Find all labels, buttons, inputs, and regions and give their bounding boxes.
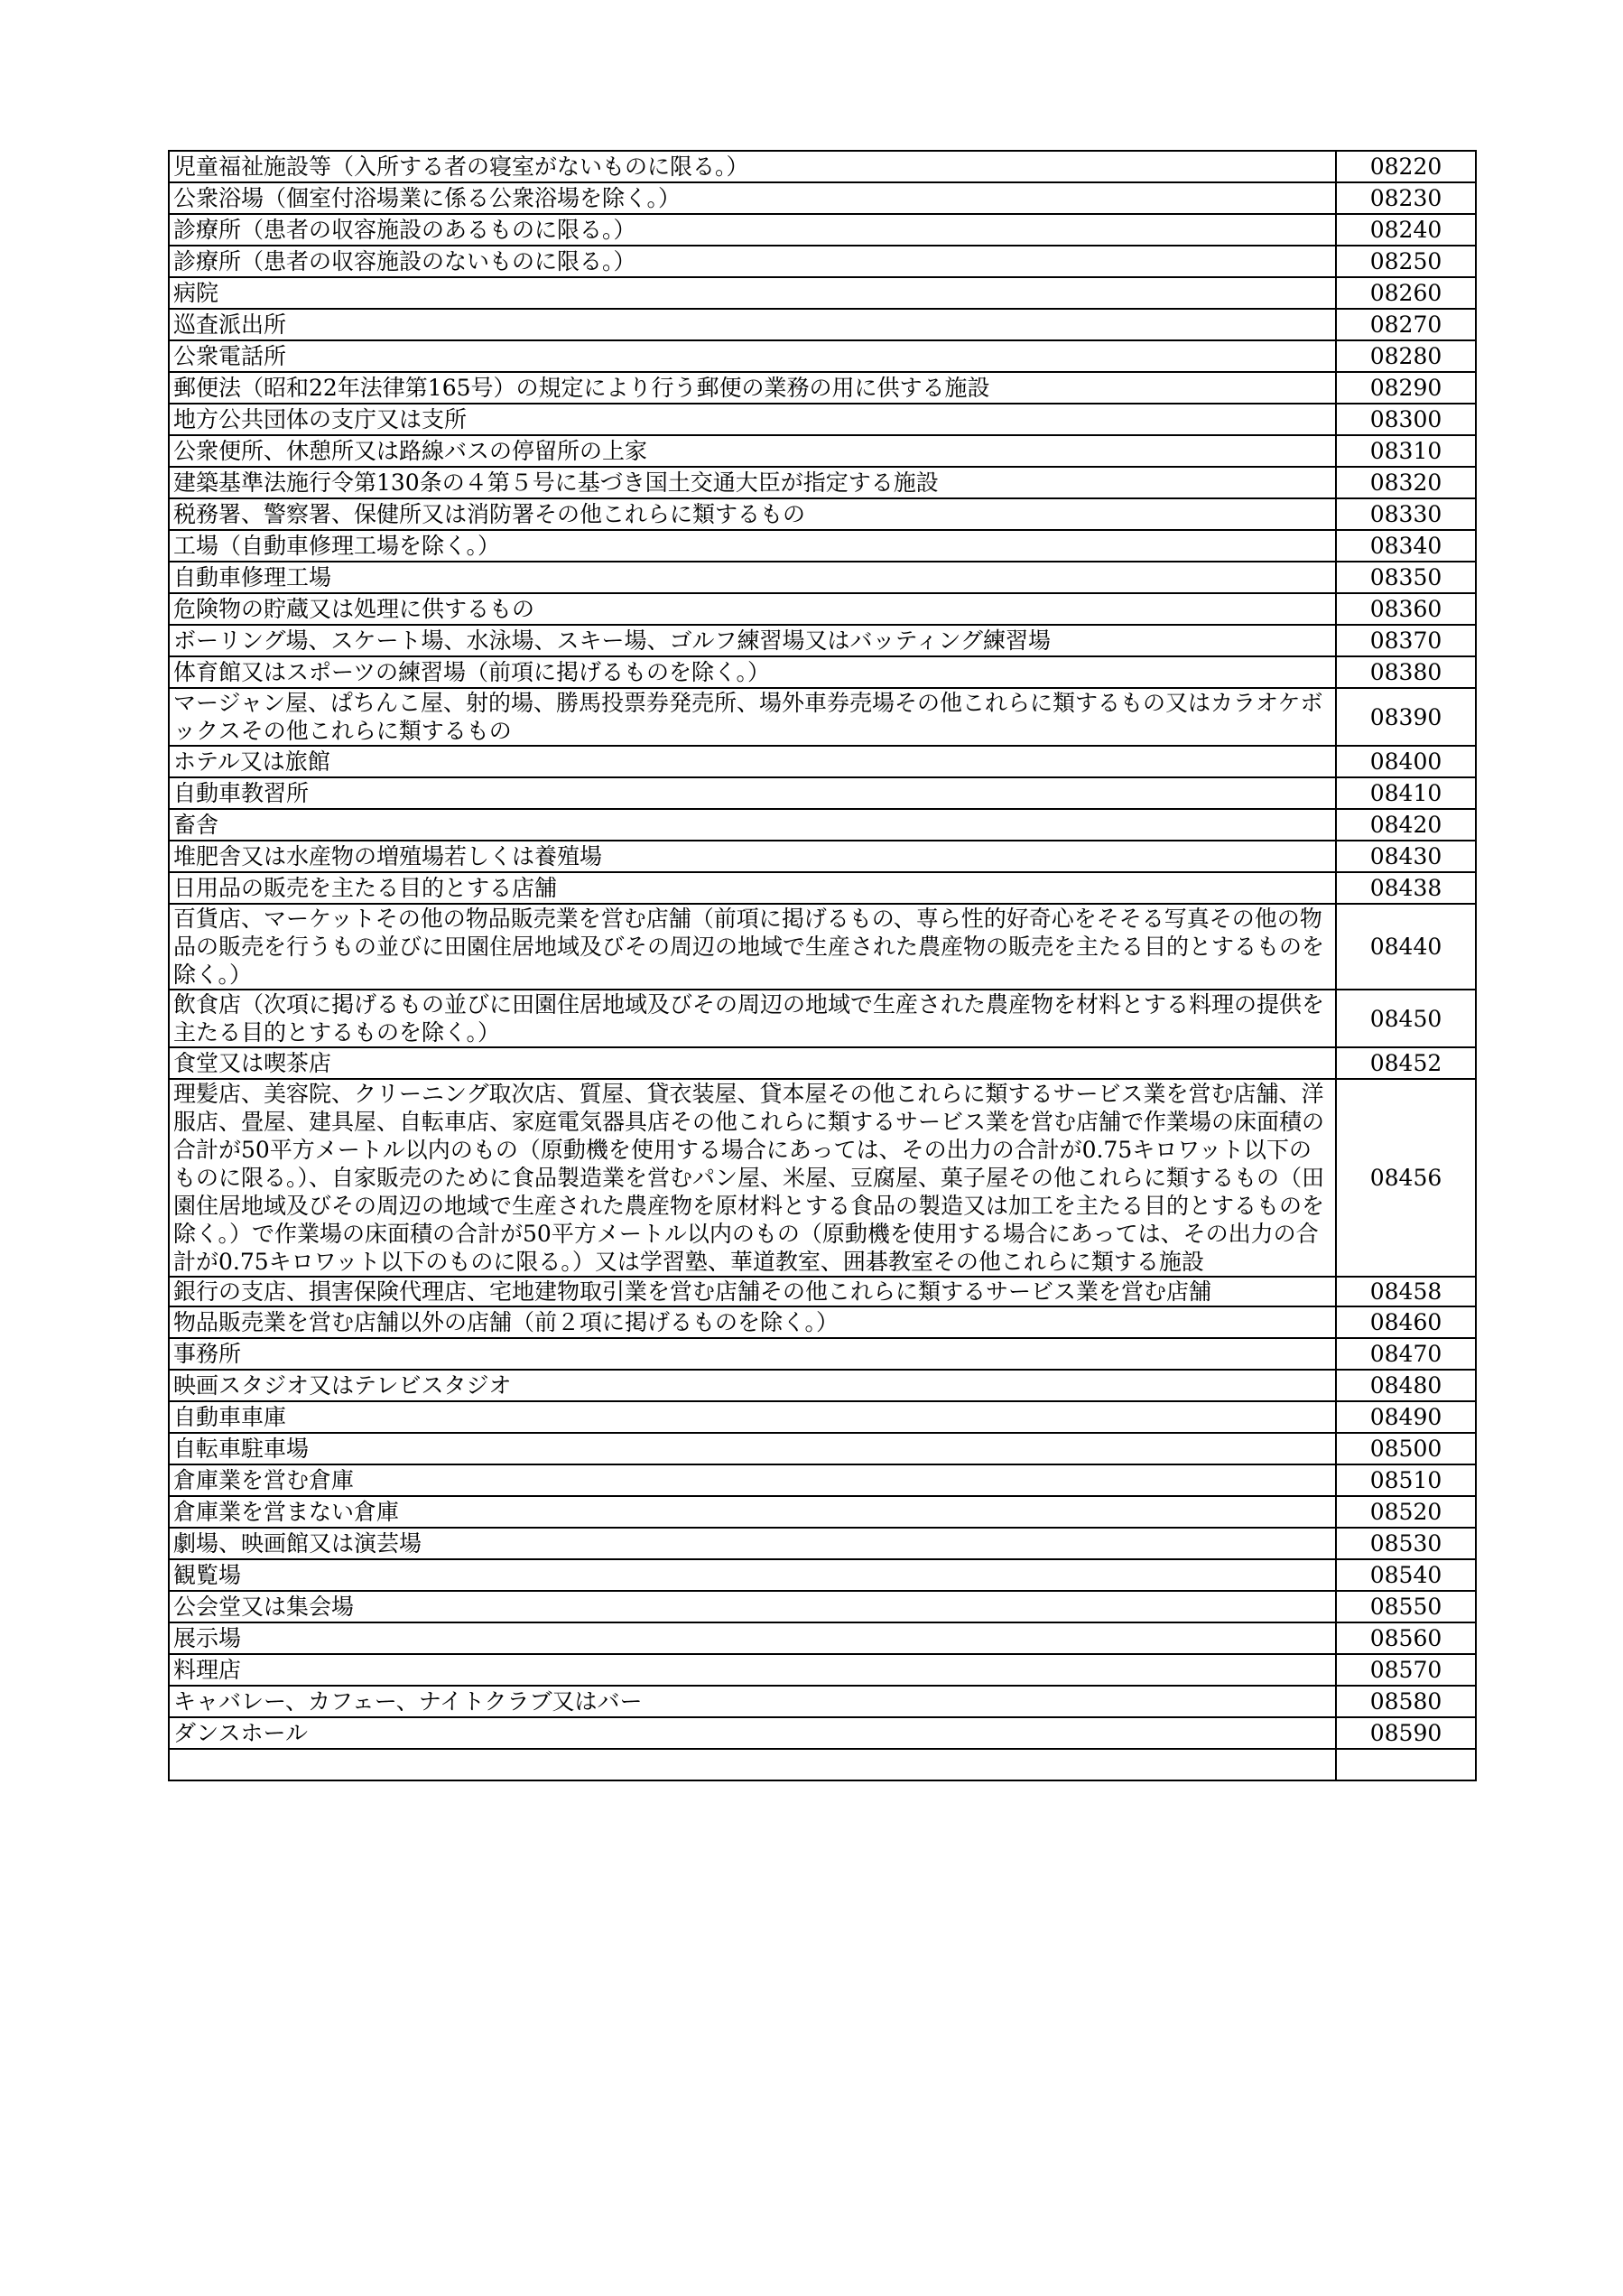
use-code-cell: 08470 (1336, 1338, 1476, 1370)
use-code-cell: 08570 (1336, 1654, 1476, 1686)
use-name-cell: 倉庫業を営む倉庫 (169, 1464, 1336, 1496)
use-code-cell: 08410 (1336, 777, 1476, 809)
table-row (169, 625, 1476, 656)
table-row (169, 1528, 1476, 1559)
use-name-cell: 体育館又はスポーツの練習場（前項に掲げるものを除く。） (169, 656, 1336, 688)
use-name-cell: 税務署、警察署、保健所又は消防署その他これらに類するもの (169, 498, 1336, 530)
use-code-cell: 08220 (1336, 151, 1476, 182)
use-code-cell: 08270 (1336, 309, 1476, 340)
use-name-cell: 公会堂又は集会場 (169, 1591, 1336, 1622)
table-row (169, 1654, 1476, 1686)
table-row (169, 1464, 1476, 1496)
use-name-cell: 公衆浴場（個室付浴場業に係る公衆浴場を除く。） (169, 182, 1336, 214)
use-name-cell: 百貨店、マーケットその他の物品販売業を営む店舗（前項に掲げるもの、専ら性的好奇心をそそる写真その他の物品の販売を行うもの並びに田園住居地域及びその周辺の地域で生産された農産物の販売を主たる目的とするものを除く。） (169, 904, 1336, 990)
use-code-cell: 08480 (1336, 1370, 1476, 1401)
use-code-cell: 08310 (1336, 435, 1476, 467)
use-code-cell: 08280 (1336, 340, 1476, 372)
table-row (169, 746, 1476, 777)
use-code-cell: 08456 (1336, 1079, 1476, 1277)
use-name-cell: 地方公共団体の支庁又は支所 (169, 404, 1336, 435)
use-code-cell: 08438 (1336, 872, 1476, 904)
use-code-cell: 08390 (1336, 688, 1476, 746)
table-row (169, 530, 1476, 562)
use-name-cell: 巡査派出所 (169, 309, 1336, 340)
use-name-cell: 物品販売業を営む店舗以外の店舗（前２項に掲げるものを除く。） (169, 1306, 1336, 1338)
use-name-cell: 料理店 (169, 1654, 1336, 1686)
table-row (169, 1433, 1476, 1464)
table-row (169, 777, 1476, 809)
use-name-cell: 児童福祉施設等（入所する者の寝室がないものに限る。） (169, 151, 1336, 182)
use-name-cell: 銀行の支店、損害保険代理店、宅地建物取引業を営む店舗その他これらに類するサービス業を営む店舗 (169, 1277, 1336, 1306)
use-name-cell: 飲食店（次項に掲げるもの並びに田園住居地域及びその周辺の地域で生産された農産物を材料とする料理の提供を主たる目的とするものを除く。） (169, 990, 1336, 1047)
use-name-cell: 危険物の貯蔵又は処理に供するもの (169, 593, 1336, 625)
table-row (169, 182, 1476, 214)
use-code-cell: 08380 (1336, 656, 1476, 688)
table-row (169, 309, 1476, 340)
use-code-cell: 08290 (1336, 372, 1476, 404)
use-code-cell: 08520 (1336, 1496, 1476, 1528)
use-name-cell: 展示場 (169, 1622, 1336, 1654)
use-name-cell: ダンスホール (169, 1717, 1336, 1749)
use-name-cell: 自転車駐車場 (169, 1433, 1336, 1464)
use-code-cell: 08230 (1336, 182, 1476, 214)
table-row (169, 1370, 1476, 1401)
use-name-cell: 建築基準法施行令第130条の４第５号に基づき国土交通大臣が指定する施設 (169, 467, 1336, 498)
table-row (169, 277, 1476, 309)
table-row (169, 1401, 1476, 1433)
use-code-cell: 08580 (1336, 1686, 1476, 1717)
use-name-cell: 自動車車庫 (169, 1401, 1336, 1433)
table-row (169, 1047, 1476, 1079)
use-name-cell: 工場（自動車修理工場を除く。） (169, 530, 1336, 562)
table-row (169, 809, 1476, 841)
use-code-cell: 08300 (1336, 404, 1476, 435)
table-row (169, 1686, 1476, 1717)
use-code-cell: 08550 (1336, 1591, 1476, 1622)
table-row (169, 498, 1476, 530)
use-name-cell (169, 1749, 1336, 1780)
use-name-cell: 自動車修理工場 (169, 562, 1336, 593)
table-row (169, 1559, 1476, 1591)
table-row (169, 214, 1476, 246)
use-name-cell: 劇場、映画館又は演芸場 (169, 1528, 1336, 1559)
table-row (169, 435, 1476, 467)
use-name-cell: マージャン屋、ぱちんこ屋、射的場、勝馬投票券発売所、場外車券売場その他これらに類するもの又はカラオケボックスその他これらに類するもの (169, 688, 1336, 746)
use-name-cell: 観覧場 (169, 1559, 1336, 1591)
use-name-cell: ボーリング場、スケート場、水泳場、スキー場、ゴルフ練習場又はバッティング練習場 (169, 625, 1336, 656)
use-name-cell: 診療所（患者の収容施設のあるものに限る。） (169, 214, 1336, 246)
use-code-cell: 08530 (1336, 1528, 1476, 1559)
use-code-cell: 08452 (1336, 1047, 1476, 1079)
use-code-cell: 08510 (1336, 1464, 1476, 1496)
use-code-cell: 08240 (1336, 214, 1476, 246)
table-row (169, 404, 1476, 435)
use-code-cell: 08590 (1336, 1717, 1476, 1749)
table-row (169, 340, 1476, 372)
use-code-cell: 08370 (1336, 625, 1476, 656)
use-name-cell: 病院 (169, 277, 1336, 309)
building-use-code-table (168, 150, 1477, 1781)
table-row (169, 1591, 1476, 1622)
use-code-cell (1336, 1749, 1476, 1780)
table-body (169, 151, 1476, 1780)
use-name-cell: 映画スタジオ又はテレビスタジオ (169, 1370, 1336, 1401)
use-code-cell: 08420 (1336, 809, 1476, 841)
use-name-cell: 理髪店、美容院、クリーニング取次店、質屋、貸衣装屋、貸本屋その他これらに類するサービス業を営む店舗、洋服店、畳屋、建具屋、自転車店、家庭電気器具店その他これらに類するサービス業を営む店舗で作業場の床面積の合計が50平方メートル以内のもの（原動機を使用する場合にあっては、その出力の合計が0.75キロワット以下のものに限る。）、自家販売のために食品製造業を営むパン屋、米屋、豆腐屋、菓子屋その他これらに類するもの（田園住居地域及びその周辺の地域で生産された農産物を原材料とする食品の製造又は加工を主たる目的とするものを除く。）で作業場の床面積の合計が50平方メートル以内のもの（原動機を使用する場合にあっては、その出力の合計が0.75キロワット以下のものに限る。）又は学習塾、華道教室、囲碁教室その他これらに類する施設 (169, 1079, 1336, 1277)
use-code-cell: 08450 (1336, 990, 1476, 1047)
use-code-cell: 08340 (1336, 530, 1476, 562)
use-name-cell: 日用品の販売を主たる目的とする店舗 (169, 872, 1336, 904)
use-code-cell: 08460 (1336, 1306, 1476, 1338)
use-code-cell: 08330 (1336, 498, 1476, 530)
use-name-cell: 事務所 (169, 1338, 1336, 1370)
table-row (169, 467, 1476, 498)
table-row (169, 1338, 1476, 1370)
use-code-cell: 08440 (1336, 904, 1476, 990)
table-row (169, 1496, 1476, 1528)
table-row (169, 372, 1476, 404)
table-row (169, 593, 1476, 625)
use-name-cell: 畜舎 (169, 809, 1336, 841)
use-name-cell: 郵便法（昭和22年法律第165号）の規定により行う郵便の業務の用に供する施設 (169, 372, 1336, 404)
use-code-cell: 08350 (1336, 562, 1476, 593)
use-name-cell: 食堂又は喫茶店 (169, 1047, 1336, 1079)
table-row (169, 841, 1476, 872)
use-code-cell: 08430 (1336, 841, 1476, 872)
use-name-cell: キャバレー、カフェー、ナイトクラブ又はバー (169, 1686, 1336, 1717)
use-code-cell: 08490 (1336, 1401, 1476, 1433)
use-code-cell: 08458 (1336, 1277, 1476, 1306)
use-code-cell: 08560 (1336, 1622, 1476, 1654)
use-name-cell: 自動車教習所 (169, 777, 1336, 809)
use-code-cell: 08540 (1336, 1559, 1476, 1591)
use-code-cell: 08360 (1336, 593, 1476, 625)
table-row (169, 246, 1476, 277)
use-name-cell: 公衆電話所 (169, 340, 1336, 372)
table-row (169, 151, 1476, 182)
use-name-cell: 倉庫業を営まない倉庫 (169, 1496, 1336, 1528)
table-row (169, 1717, 1476, 1749)
use-name-cell: ホテル又は旅館 (169, 746, 1336, 777)
use-code-cell: 08250 (1336, 246, 1476, 277)
table-row (169, 688, 1476, 746)
use-code-cell: 08500 (1336, 1433, 1476, 1464)
table-row (169, 872, 1476, 904)
table-row (169, 1306, 1476, 1338)
table-row (169, 562, 1476, 593)
table-row (169, 1079, 1476, 1277)
use-code-cell: 08320 (1336, 467, 1476, 498)
table-row (169, 1749, 1476, 1780)
use-code-cell: 08400 (1336, 746, 1476, 777)
table-row (169, 904, 1476, 990)
table-row (169, 1622, 1476, 1654)
use-name-cell: 診療所（患者の収容施設のないものに限る。） (169, 246, 1336, 277)
table-row (169, 990, 1476, 1047)
use-name-cell: 公衆便所、休憩所又は路線バスの停留所の上家 (169, 435, 1336, 467)
use-name-cell: 堆肥舎又は水産物の増殖場若しくは養殖場 (169, 841, 1336, 872)
use-code-cell: 08260 (1336, 277, 1476, 309)
table-row (169, 656, 1476, 688)
table-row (169, 1277, 1476, 1306)
